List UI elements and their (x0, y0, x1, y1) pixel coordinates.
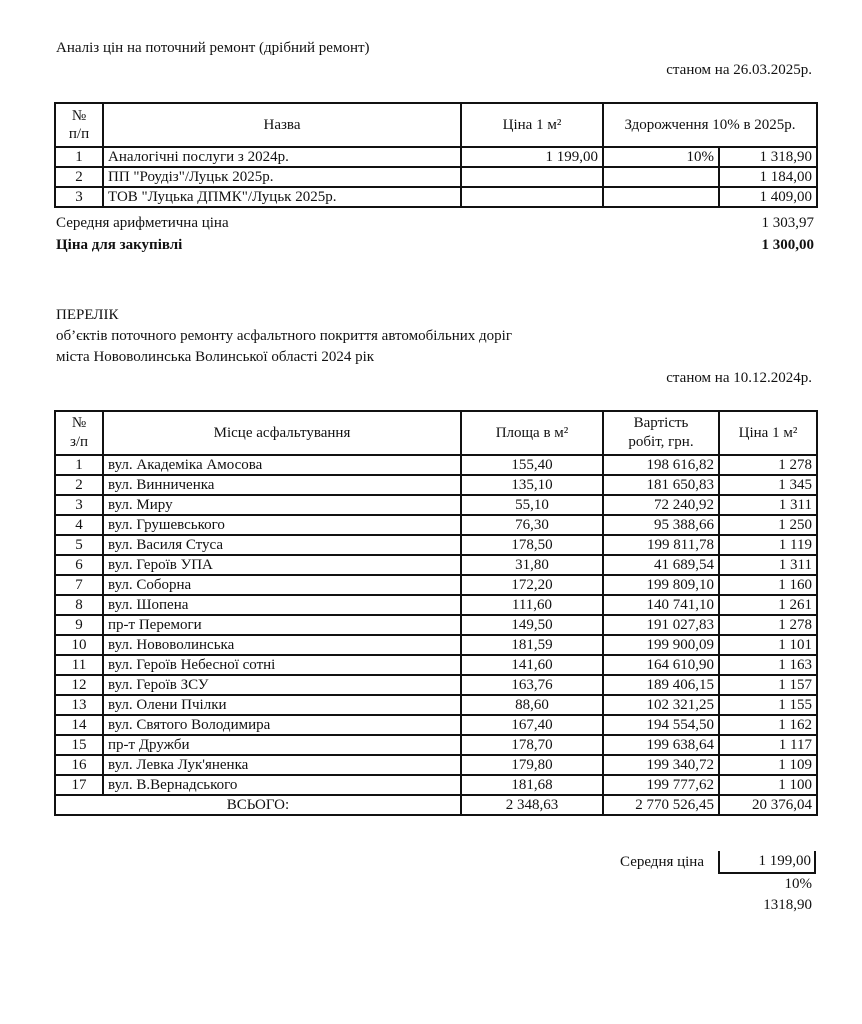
row-name: ТОВ "Луцька ДПМК"/Луцьк 2025р. (103, 187, 461, 207)
row-no: 17 (55, 775, 103, 795)
row-no: 6 (55, 555, 103, 575)
document-title: Аналіз цін на поточний ремонт (дрібний ремонт) (56, 40, 370, 56)
row-no: 13 (55, 695, 103, 715)
row-price: 1 100 (719, 775, 817, 795)
table-row (55, 147, 817, 167)
col-no-header: № п/п (55, 103, 103, 147)
row-area: 181,59 (461, 635, 603, 655)
row-area: 178,70 (461, 735, 603, 755)
table-header-row (55, 411, 817, 455)
table-row (55, 167, 817, 187)
row-no: 8 (55, 595, 103, 615)
row-cost: 181 650,83 (603, 475, 719, 495)
row-no: 1 (55, 455, 103, 475)
row-price: 1 278 (719, 615, 817, 635)
table-row (55, 455, 817, 475)
row-place: вул. Академіка Амосова (103, 455, 461, 475)
row-area: 181,68 (461, 775, 603, 795)
objects-table (54, 410, 818, 816)
row-cost: 72 240,92 (603, 495, 719, 515)
row-area: 76,30 (461, 515, 603, 535)
row-price (461, 187, 603, 207)
price-analysis-table (54, 102, 818, 208)
row-price: 1 345 (719, 475, 817, 495)
row-price: 1 278 (719, 455, 817, 475)
row-name: ПП "Роудіз"/Луцьк 2025р. (103, 167, 461, 187)
row-price: 1 101 (719, 635, 817, 655)
row-no: 1 (55, 147, 103, 167)
table-row (55, 475, 817, 495)
row-place: вул. В.Вернадського (103, 775, 461, 795)
table-row (55, 555, 817, 575)
row-total: 1 409,00 (719, 187, 817, 207)
row-increase-pct: 10% (603, 147, 719, 167)
row-place: вул. Миру (103, 495, 461, 515)
row-place: вул. Грушевського (103, 515, 461, 535)
increased-value: 1318,90 (763, 897, 812, 913)
row-place: вул. Василя Стуса (103, 535, 461, 555)
col-increase-header: Здорожчення 10% в 2025р. (603, 103, 817, 147)
row-no: 3 (55, 495, 103, 515)
total-price: 20 376,04 (719, 795, 817, 815)
row-price: 1 117 (719, 735, 817, 755)
list-heading: ПЕРЕЛІК (56, 307, 119, 323)
row-area: 172,20 (461, 575, 603, 595)
average-price-row (600, 851, 816, 874)
row-place: пр-т Дружби (103, 735, 461, 755)
avg-label: Середня ціна (620, 854, 704, 870)
row-cost: 199 811,78 (603, 535, 719, 555)
col-cost-header: Вартість робіт, грн. (603, 411, 719, 455)
row-price: 1 311 (719, 555, 817, 575)
row-total: 1 318,90 (719, 147, 817, 167)
average-value: 1 303,97 (761, 215, 814, 231)
row-area: 179,80 (461, 755, 603, 775)
row-area: 88,60 (461, 695, 603, 715)
row-place: вул. Героїв УПА (103, 555, 461, 575)
row-cost: 198 616,82 (603, 455, 719, 475)
row-cost: 140 741,10 (603, 595, 719, 615)
row-price (461, 167, 603, 187)
row-no: 10 (55, 635, 103, 655)
row-price: 1 109 (719, 755, 817, 775)
row-no: 5 (55, 535, 103, 555)
row-cost: 189 406,15 (603, 675, 719, 695)
table-row (55, 755, 817, 775)
row-cost: 194 554,50 (603, 715, 719, 735)
col-name-header: Назва (103, 103, 461, 147)
row-cost: 102 321,25 (603, 695, 719, 715)
table-row (55, 715, 817, 735)
table-row (55, 615, 817, 635)
table-row (55, 495, 817, 515)
row-price: 1 162 (719, 715, 817, 735)
row-place: вул. Соборна (103, 575, 461, 595)
row-no: 12 (55, 675, 103, 695)
row-no: 14 (55, 715, 103, 735)
total-cost: 2 770 526,45 (603, 795, 719, 815)
row-cost: 164 610,90 (603, 655, 719, 675)
row-area: 135,10 (461, 475, 603, 495)
row-cost: 199 638,64 (603, 735, 719, 755)
row-no: 15 (55, 735, 103, 755)
row-no: 4 (55, 515, 103, 535)
row-price: 1 250 (719, 515, 817, 535)
procurement-price-row (56, 237, 814, 254)
row-place: вул. Левка Лук'яненка (103, 755, 461, 775)
col-price-header: Ціна 1 м² (719, 411, 817, 455)
row-price: 1 155 (719, 695, 817, 715)
table-row (55, 187, 817, 207)
row-name: Аналогічні послуги з 2024р. (103, 147, 461, 167)
row-price: 1 261 (719, 595, 817, 615)
table-row (55, 635, 817, 655)
row-cost: 199 777,62 (603, 775, 719, 795)
row-place: вул. Святого Володимира (103, 715, 461, 735)
row-place: вул. Героїв Небесної сотні (103, 655, 461, 675)
row-price: 1 160 (719, 575, 817, 595)
average-price-row (56, 215, 814, 232)
row-increase-pct (603, 187, 719, 207)
row-area: 31,80 (461, 555, 603, 575)
row-cost: 191 027,83 (603, 615, 719, 635)
row-price: 1 311 (719, 495, 817, 515)
objects-table-body (55, 455, 817, 795)
col-no-header: № з/п (55, 411, 103, 455)
row-no: 2 (55, 167, 103, 187)
procurement-label: Ціна для закупівлі (56, 237, 183, 253)
table-row (55, 735, 817, 755)
avg-value: 1 199,00 (718, 851, 816, 874)
average-label: Середня арифметична ціна (56, 215, 229, 231)
row-price: 1 119 (719, 535, 817, 555)
list-as-of-date: станом на 10.12.2024р. (666, 370, 812, 386)
row-place: вул. Олени Пчілки (103, 695, 461, 715)
row-no: 7 (55, 575, 103, 595)
row-price: 1 163 (719, 655, 817, 675)
row-cost: 199 900,09 (603, 635, 719, 655)
row-total: 1 184,00 (719, 167, 817, 187)
table-row (55, 775, 817, 795)
row-area: 141,60 (461, 655, 603, 675)
row-cost: 95 388,66 (603, 515, 719, 535)
row-area: 167,40 (461, 715, 603, 735)
col-area-header: Площа в м² (461, 411, 603, 455)
row-area: 55,10 (461, 495, 603, 515)
table-row (55, 515, 817, 535)
row-place: вул. Нововолинська (103, 635, 461, 655)
average-summary (600, 851, 816, 916)
increase-pct: 10% (784, 876, 812, 892)
table-header-row (55, 103, 817, 147)
list-subtitle-line1: об’єктів поточного ремонту асфальтного покриття автомобільних доріг (56, 328, 512, 344)
table-row (55, 655, 817, 675)
row-area: 111,60 (461, 595, 603, 615)
row-place: вул. Шопена (103, 595, 461, 615)
table-row (55, 535, 817, 555)
row-price: 1 157 (719, 675, 817, 695)
row-place: вул. Героїв ЗСУ (103, 675, 461, 695)
row-no: 11 (55, 655, 103, 675)
total-label: ВСЬОГО: (55, 795, 461, 815)
table-row (55, 675, 817, 695)
procurement-value: 1 300,00 (761, 237, 814, 253)
row-area: 163,76 (461, 675, 603, 695)
col-place-header: Місце асфальтування (103, 411, 461, 455)
row-cost: 199 340,72 (603, 755, 719, 775)
row-place: вул. Винниченка (103, 475, 461, 495)
row-area: 155,40 (461, 455, 603, 475)
row-no: 9 (55, 615, 103, 635)
row-cost: 41 689,54 (603, 555, 719, 575)
row-cost: 199 809,10 (603, 575, 719, 595)
col-price-header: Ціна 1 м² (461, 103, 603, 147)
row-no: 3 (55, 187, 103, 207)
row-no: 2 (55, 475, 103, 495)
row-area: 178,50 (461, 535, 603, 555)
table-row (55, 575, 817, 595)
row-no: 16 (55, 755, 103, 775)
list-subtitle-line2: міста Нововолинська Волинської області 2024 рік (56, 349, 375, 365)
total-area: 2 348,63 (461, 795, 603, 815)
list-section-heading (56, 305, 512, 368)
as-of-date: станом на 26.03.2025р. (666, 62, 812, 78)
row-increase-pct (603, 167, 719, 187)
table-row (55, 695, 817, 715)
table-row (55, 595, 817, 615)
total-row (55, 795, 817, 815)
row-area: 149,50 (461, 615, 603, 635)
row-price: 1 199,00 (461, 147, 603, 167)
row-place: пр-т Перемоги (103, 615, 461, 635)
